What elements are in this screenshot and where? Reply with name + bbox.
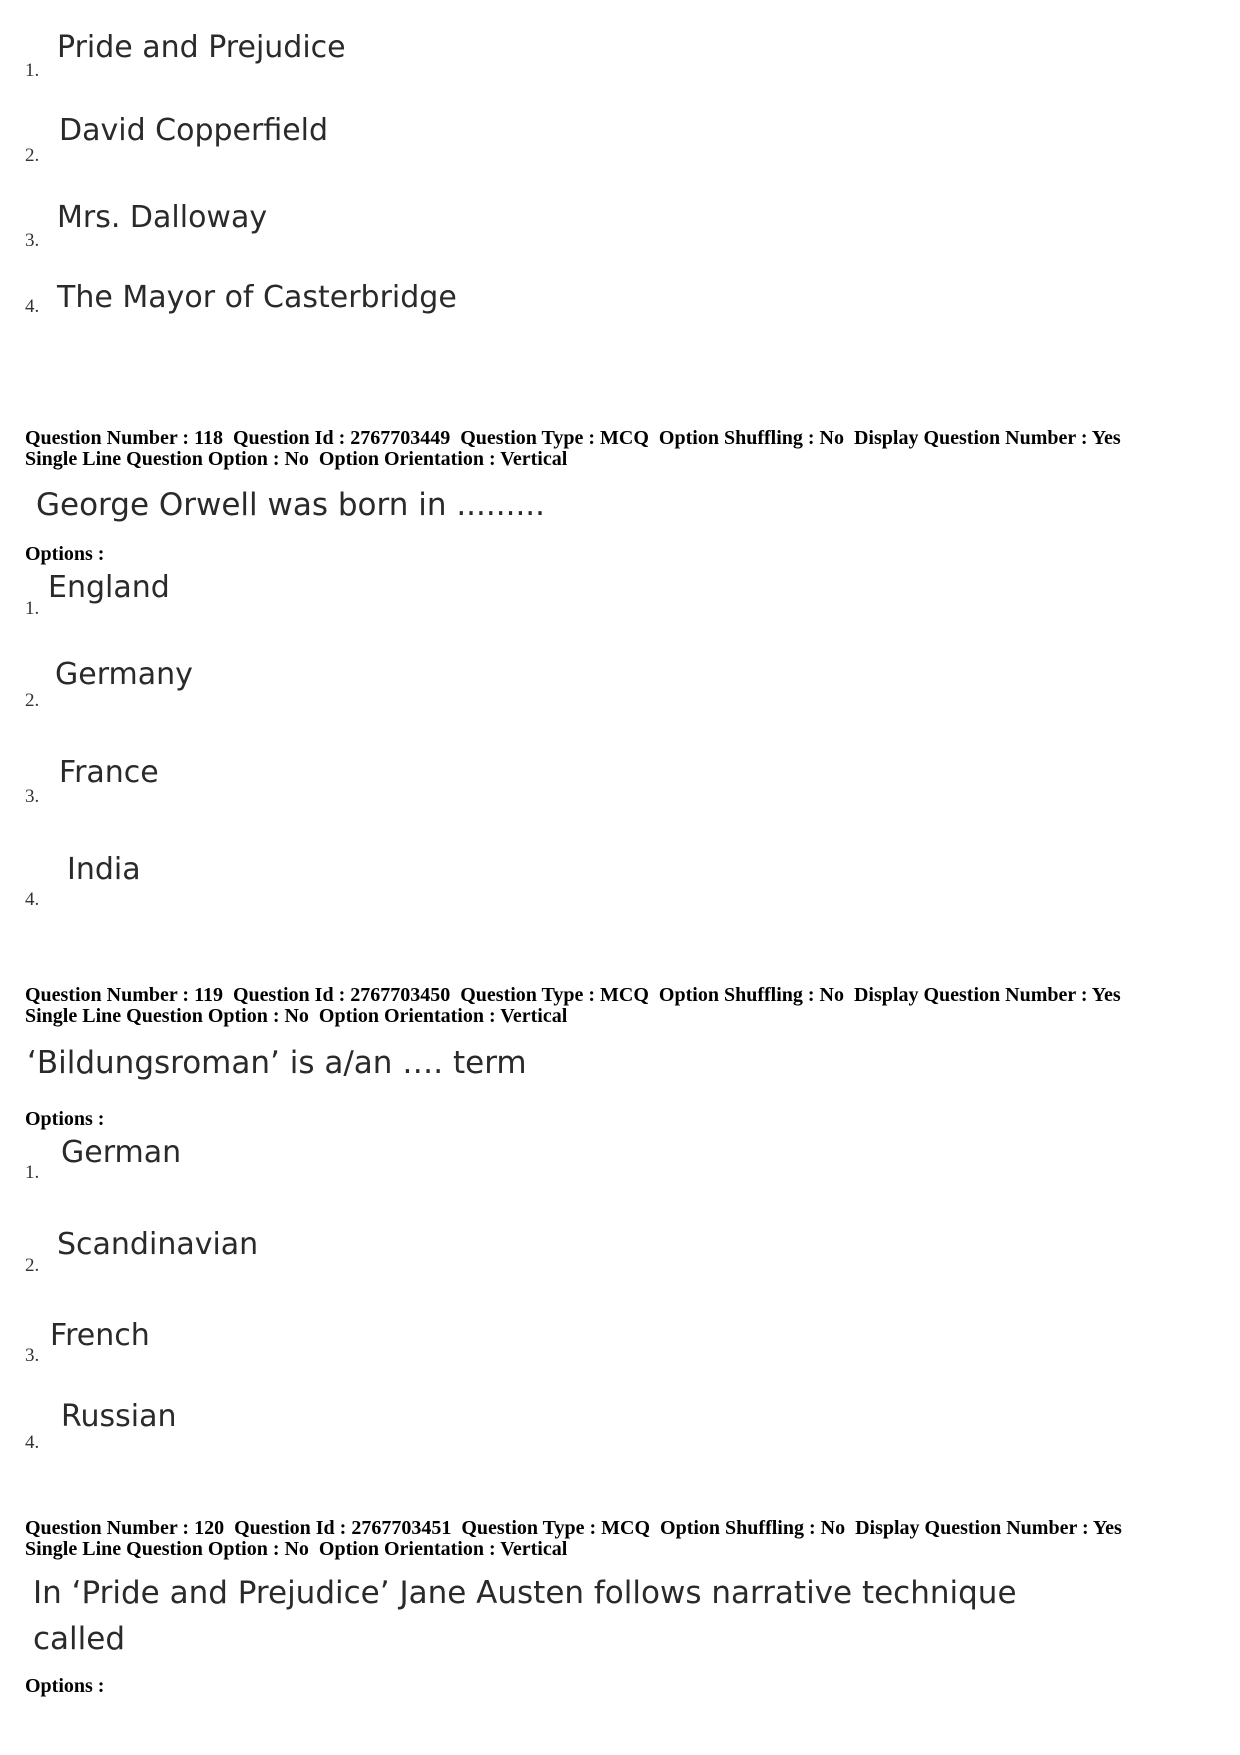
option-text: India <box>67 852 141 887</box>
option-text: Scandinavian <box>57 1227 259 1262</box>
options-label: Options : <box>25 543 105 565</box>
option-text: The Mayor of Casterbridge <box>57 280 457 315</box>
question-meta: Single Line Question Option : No Option Orientation : Vertical <box>25 1005 568 1027</box>
question-meta: Single Line Question Option : No Option Orientation : Vertical <box>25 448 568 470</box>
option-number: 1. <box>25 598 40 619</box>
option-text: Russian <box>61 1399 177 1434</box>
question-meta: Question Number : 119 Question Id : 2767703450 Question Type : MCQ Option Shuffling : No Display Question Number : Yes <box>25 984 1121 1006</box>
question-text: called <box>33 1621 126 1657</box>
question-text: ‘Bildungsroman’ is a/an …. term <box>27 1045 527 1081</box>
option-text: German <box>61 1135 182 1170</box>
option-text: Pride and Prejudice <box>57 30 346 65</box>
option-text: France <box>59 755 159 790</box>
question-meta: Question Number : 120 Question Id : 2767703451 Question Type : MCQ Option Shuffling : No Display Question Number : Yes <box>25 1517 1122 1539</box>
question-meta: Question Number : 118 Question Id : 2767703449 Question Type : MCQ Option Shuffling : No Display Question Number : Yes <box>25 427 1121 449</box>
option-number: 2. <box>25 690 40 711</box>
question-text: George Orwell was born in ......... <box>36 487 546 523</box>
option-text: Germany <box>55 657 193 692</box>
option-text: French <box>50 1318 150 1353</box>
question-meta: Single Line Question Option : No Option Orientation : Vertical <box>25 1538 568 1560</box>
options-label: Options : <box>25 1108 105 1130</box>
option-number: 1. <box>25 1162 40 1183</box>
question-text: In ‘Pride and Prejudice’ Jane Austen follows narrative technique <box>33 1575 1017 1611</box>
option-text: Mrs. Dalloway <box>57 200 268 235</box>
option-number: 1. <box>25 60 40 81</box>
option-number: 3. <box>25 230 40 251</box>
option-number: 3. <box>25 1345 40 1366</box>
option-number: 4. <box>25 1432 40 1453</box>
option-number: 2. <box>25 145 40 166</box>
option-text: David Copperfield <box>59 113 329 148</box>
option-number: 4. <box>25 889 40 910</box>
option-number: 2. <box>25 1255 40 1276</box>
options-label: Options : <box>25 1675 105 1697</box>
option-text: England <box>48 570 170 605</box>
option-number: 3. <box>25 786 40 807</box>
option-number: 4. <box>25 296 40 317</box>
